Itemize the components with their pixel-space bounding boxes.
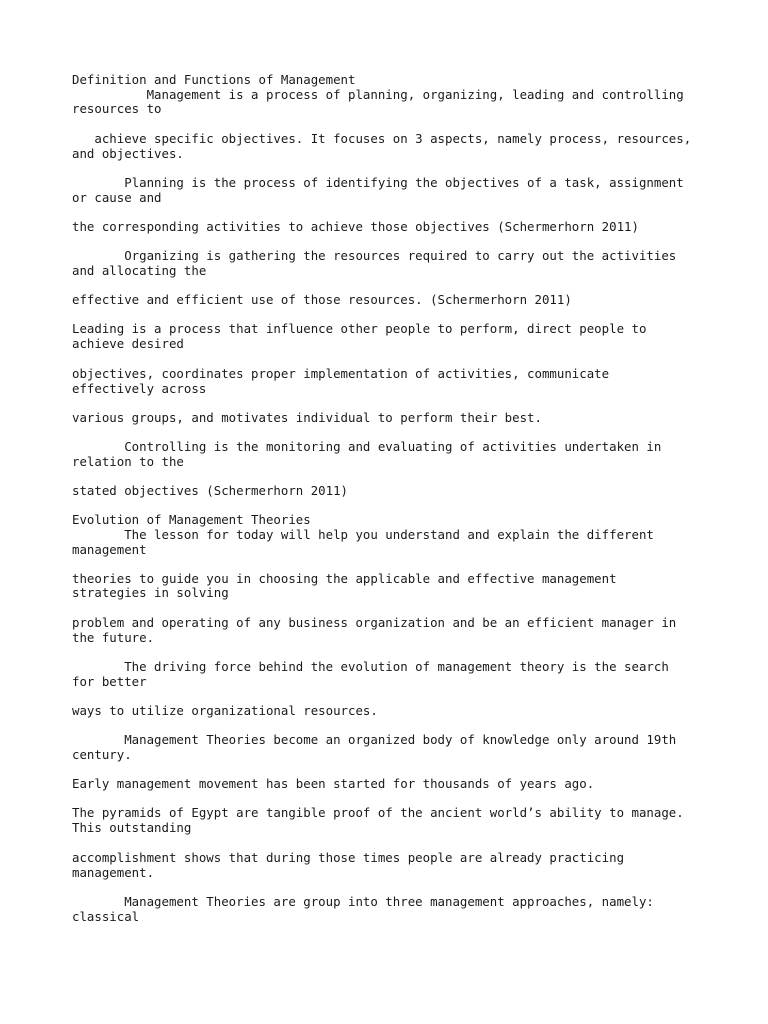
text-line: and objectives. [72, 146, 184, 161]
text-line: relation to the [72, 454, 184, 469]
text-line: stated objectives (Schermerhorn 2011) [72, 483, 349, 498]
text-line: strategies in solving [72, 585, 229, 600]
text-line: The driving force behind the evolution of management theory is the search [72, 659, 669, 674]
text-line: Management Theories are group into three management approaches, namely: [72, 894, 654, 909]
text-line: classical [72, 909, 140, 924]
text-line: effective and efficient use of those resources. (Schermerhorn 2011) [72, 292, 572, 307]
text-line: The pyramids of Egypt are tangible proof of the ancient world’s ability to manage. [72, 805, 684, 820]
text-line: and allocating the [72, 263, 207, 278]
text-line: for better [72, 674, 147, 689]
text-line: management [72, 542, 147, 557]
text-line: Controlling is the monitoring and evaluating of activities undertaken in [72, 439, 662, 454]
text-line: objectives, coordinates proper implementation of activities, communicate [72, 366, 610, 381]
text-line: management. [72, 865, 155, 880]
heading-evolution: Evolution of Management Theories [72, 512, 311, 527]
text-line: Management is a process of planning, organizing, leading and controlling [72, 87, 684, 102]
text-line: Organizing is gathering the resources required to carry out the activities [72, 248, 677, 263]
text-line: The lesson for today will help you understand and explain the different [72, 527, 654, 542]
text-line: the corresponding activities to achieve those objectives (Schermerhorn 2011) [72, 219, 639, 234]
text-line: effectively across [72, 381, 207, 396]
text-line: or cause and [72, 190, 162, 205]
text-line: Leading is a process that influence other people to perform, direct people to [72, 321, 647, 336]
text-line: This outstanding [72, 820, 192, 835]
text-line: theories to guide you in choosing the applicable and effective management [72, 571, 617, 586]
text-line: Early management movement has been started for thousands of years ago. [72, 776, 595, 791]
heading-definition: Definition and Functions of Management [72, 72, 356, 87]
text-line: resources to [72, 101, 162, 116]
text-line: ways to utilize organizational resources. [72, 703, 378, 718]
text-line: Planning is the process of identifying the objectives of a task, assignment [72, 175, 684, 190]
text-line: accomplishment shows that during those times people are already practicing [72, 850, 625, 865]
text-line: achieve specific objectives. It focuses on 3 aspects, namely process, resources, [72, 131, 692, 146]
text-line: century. [72, 747, 132, 762]
text-line: various groups, and motivates individual to perform their best. [72, 410, 542, 425]
text-line: problem and operating of any business organization and be an efficient manager in [72, 615, 677, 630]
text-line: Management Theories become an organized body of knowledge only around 19th [72, 732, 677, 747]
text-line: the future. [72, 630, 155, 645]
text-line: achieve desired [72, 336, 184, 351]
